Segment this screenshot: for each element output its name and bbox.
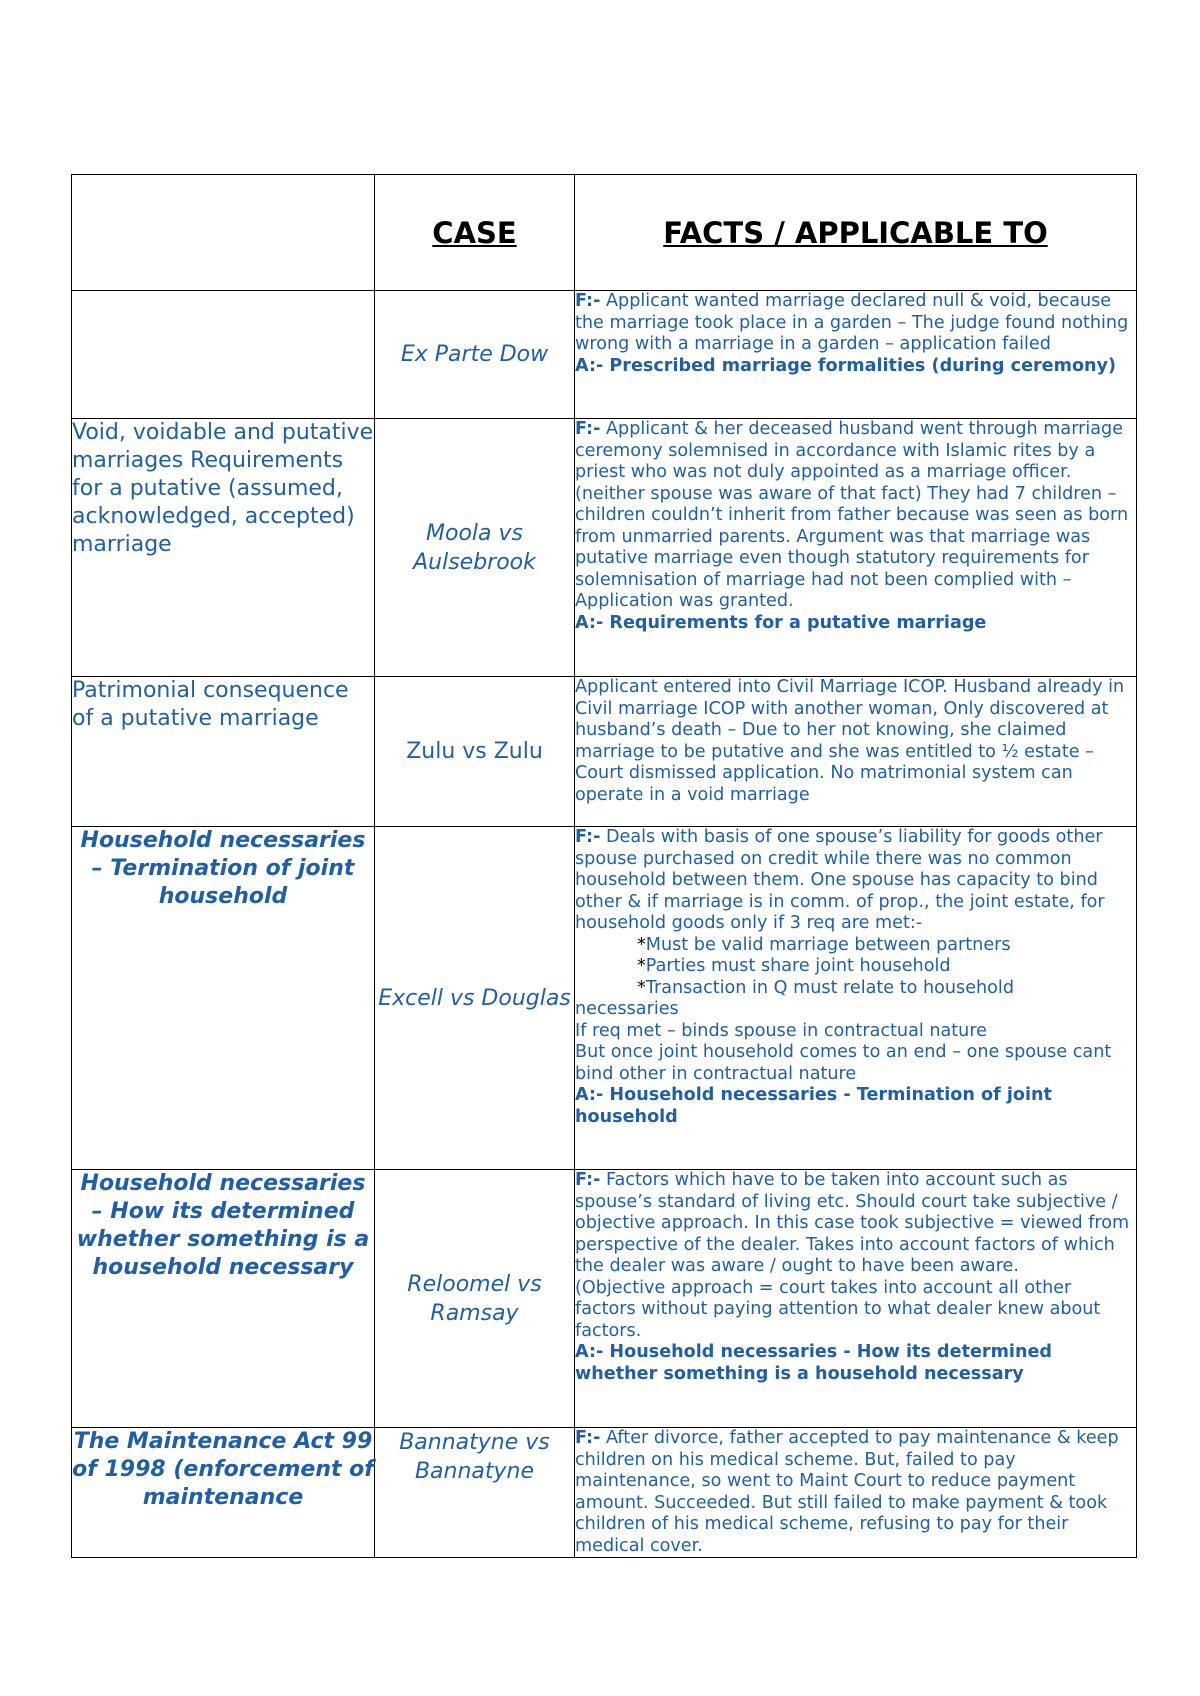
table-row — [72, 1428, 1137, 1558]
applicable-to: A:- Prescribed marriage formalities (during ceremony) — [575, 355, 1117, 376]
applicable-to: A:- Household necessaries - How its determined whether something is a household necessary — [575, 1342, 1052, 1384]
case-table — [71, 174, 1137, 1558]
facts-text: After divorce, father accepted to pay maintenance & keep children on his medical scheme. But, failed to pay maintenance, so went to Maint Court to reduce payment amount. Succeeded. But still failed to make payment & took children of his medical scheme, refusing to pay for their medical cover. — [575, 1428, 1119, 1556]
facts-text: (Objective approach = court takes into account all other factors without paying attention to what dealer knew about factors. — [575, 1277, 1101, 1341]
table-header-row — [72, 175, 1137, 291]
case-name: Excell vs Douglas — [375, 827, 575, 1170]
row-topic: Patrimonial consequence of a putative marriage — [72, 677, 375, 827]
facts-text: necessaries — [575, 999, 679, 1019]
case-facts — [575, 291, 1137, 419]
applicable-to: A:- Requirements for a putative marriage — [575, 612, 987, 633]
facts-label: F:- — [575, 1428, 601, 1448]
table-row — [72, 419, 1137, 677]
facts-label: F:- — [575, 419, 601, 439]
facts-text: Applicant wanted marriage declared null & void, because the marriage took place in a garden – The judge found nothing wrong with a marriage in a garden – application failed — [575, 291, 1129, 354]
row-topic: The Maintenance Act 99 of 1998 (enforcement of maintenance — [72, 1428, 375, 1558]
facts-text: But once joint household comes to an end – one spouse cant bind other in contractual nature — [575, 1042, 1112, 1084]
row-topic — [72, 291, 375, 419]
header-facts: FACTS / APPLICABLE TO — [575, 175, 1137, 291]
row-topic: Household necessaries – How its determined whether something is a household necessary — [72, 1170, 375, 1428]
facts-text: If req met – binds spouse in contractual nature — [575, 1020, 987, 1041]
facts-label: F:- — [575, 1170, 601, 1190]
case-name: Zulu vs Zulu — [375, 677, 575, 827]
facts-label: F:- — [575, 827, 601, 847]
header-col1 — [72, 175, 375, 291]
list-item: *Transaction in Q must relate to household — [637, 977, 1014, 998]
case-facts — [575, 1428, 1137, 1558]
case-name: Reloomel vs Ramsay — [375, 1170, 575, 1428]
table-row — [72, 677, 1137, 827]
row-topic: Household necessaries – Termination of joint household — [72, 827, 375, 1170]
applicable-to: A:- Household necessaries - Termination of joint household — [575, 1085, 1052, 1127]
case-name: Ex Parte Dow — [375, 291, 575, 419]
facts-label: F:- — [575, 291, 601, 311]
header-case: CASE — [375, 175, 575, 291]
case-facts — [575, 1170, 1137, 1428]
case-facts — [575, 419, 1137, 677]
list-item: *Must be valid marriage between partners — [637, 934, 1011, 955]
table-row — [72, 827, 1137, 1170]
facts-text: Applicant & her deceased husband went through marriage ceremony solemnised in accordance with Islamic rites by a priest who was not duly appointed as a marriage officer. (neither spouse was aware of that fact) They had 7 children – children couldn’t inherit from father because was seen as born from unmarried parents. Argument was that marriage was putative marriage even though statutory requirements for solemnisation of marriage had not been complied with – Application was granted. — [575, 419, 1129, 611]
case-name: Moola vs Aulsebrook — [375, 419, 575, 677]
table-row — [72, 291, 1137, 419]
case-facts — [575, 677, 1137, 827]
case-facts — [575, 827, 1137, 1170]
facts-text: Deals with basis of one spouse’s liability for goods other spouse purchased on credit while there was no common household between them. One spouse has capacity to bind other & if marriage is in comm. of prop., the joint estate, for household goods only if 3 req are met:- — [575, 827, 1105, 933]
facts-text: Applicant entered into Civil Marriage ICOP. Husband already in Civil marriage ICOP with another woman, Only discovered at husband’s death – Due to her not knowing, she claimed marriage to be putative and she was entitled to ½ estate – Court dismissed application. No matrimonial system can operate in a void marriage — [575, 677, 1125, 805]
case-name: Bannatyne vs Bannatyne — [375, 1428, 575, 1558]
row-topic: Void, voidable and putative marriages Requirements for a putative (assumed, acknowledged, accepted) marriage — [72, 419, 375, 677]
facts-text: Factors which have to be taken into account such as spouse’s standard of living etc. Should court take subjective / objective approach. In this case took subjective = viewed from perspective of the dealer. Takes into account factors of which the dealer was aware / ought to have been aware. — [575, 1170, 1130, 1276]
table-row — [72, 1170, 1137, 1428]
list-item: *Parties must share joint household — [637, 956, 951, 976]
